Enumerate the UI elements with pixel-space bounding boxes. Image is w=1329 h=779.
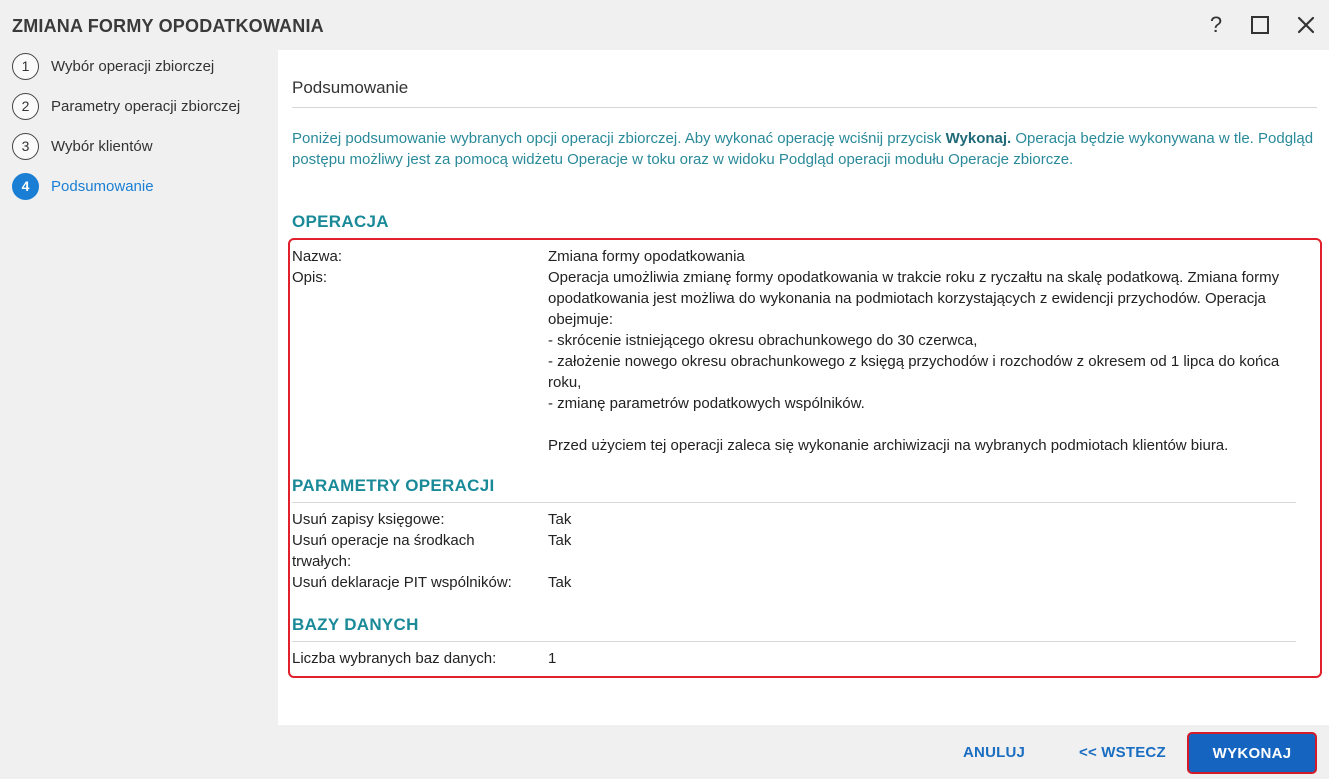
description-line: [548, 414, 1312, 435]
param-row: [292, 509, 1312, 530]
section-title-operacja: OPERACJA: [292, 212, 389, 231]
description-line: Przed użyciem tej operacji zaleca się wykonanie archiwizacji na wybranych podmiotach klientów biura.: [548, 437, 1229, 454]
cancel-button[interactable]: ANULUJ: [963, 744, 1026, 761]
step-parametry-operacji[interactable]: [12, 92, 240, 120]
step-wybor-klientow[interactable]: [12, 132, 153, 160]
step-number: 1: [12, 53, 39, 80]
field-label: Liczba wybranych baz danych:: [292, 650, 497, 667]
window-title: ZMIANA FORMY OPODATKOWANIA: [12, 16, 324, 36]
intro-text-end: Operacja będzie wykonywana w tle. Podgląd postępu możliwy jest za pomocą widżetu Operacje w toku oraz w widoku Podgląd operacji modułu Operacje zbiorcze.: [292, 130, 1314, 168]
database-row: [292, 648, 1312, 669]
param-row: [292, 572, 1312, 593]
description-line: - skrócenie istniejącego okresu obrachunkowego do 30 czerwca,: [548, 332, 978, 349]
step-label: Wybór klientów: [51, 137, 153, 155]
step-label: Parametry operacji zbiorczej: [51, 97, 241, 115]
divider: [292, 641, 1296, 642]
description-line: - założenie nowego okresu obrachunkowego z księgą przychodów i rozchodów z okresem od 1 lipca do końca: [548, 353, 1280, 370]
field-label: Usuń zapisy księgowe:: [292, 511, 445, 528]
page-title: Podsumowanie: [292, 78, 1317, 108]
footer-bar: [278, 725, 1329, 779]
field-value: Tak: [548, 574, 572, 591]
description-line: - zmianę parametrów podatkowych wspólników.: [548, 395, 865, 412]
help-icon[interactable]: ?: [1209, 12, 1223, 37]
operation-description: [548, 267, 1312, 456]
step-number: 3: [12, 133, 39, 160]
description-line: roku,: [548, 374, 582, 391]
operation-description-row: [292, 267, 1312, 456]
field-label: Nazwa:: [292, 248, 343, 265]
description-line: opodatkowania jest możliwa do wykonania na podmiotach korzystających z ewidencji przychodów. Operacja: [548, 290, 1266, 307]
wizard-steps: [0, 50, 278, 730]
field-label: Usuń deklaracje PIT wspólników:: [292, 574, 512, 591]
step-wybor-operacji[interactable]: [12, 52, 214, 80]
intro-text-bold: Wykonaj.: [945, 130, 1012, 147]
step-label: Podsumowanie: [51, 177, 154, 195]
step-podsumowanie[interactable]: [12, 172, 154, 200]
field-label: Usuń operacje na środkach trwałych:: [292, 532, 475, 570]
divider: [292, 502, 1296, 503]
section-title-bazy: BAZY DANYCH: [292, 615, 419, 634]
title-bar: [0, 0, 1329, 50]
field-value: Tak: [548, 532, 572, 549]
maximize-icon[interactable]: [1244, 10, 1276, 40]
description-line: Operacja umożliwia zmianę formy opodatkowania w trakcie roku z ryczałtu na skalę podatkową. Zmiana formy: [548, 269, 1280, 286]
field-label: Opis:: [292, 269, 328, 286]
param-row: [292, 530, 1312, 572]
operation-name-row: [292, 246, 1312, 267]
intro-text: [292, 128, 1322, 170]
description-line: obejmuje:: [548, 311, 614, 328]
intro-text-start: Poniżej podsumowanie wybranych opcji operacji zbiorczej. Aby wykonać operację wciśnij przycisk: [292, 130, 946, 147]
field-value: Tak: [548, 511, 572, 528]
step-label: Wybór operacji zbiorczej: [51, 57, 215, 75]
field-value: 1: [548, 650, 557, 667]
section-title-parametry: PARAMETRY OPERACJI: [292, 476, 495, 495]
step-number: 2: [12, 93, 39, 120]
back-button[interactable]: << WSTECZ: [1079, 744, 1166, 761]
execute-button[interactable]: WYKONAJ: [1187, 732, 1317, 774]
summary-panel: [278, 50, 1329, 725]
field-value: Zmiana formy opodatkowania: [548, 248, 745, 265]
step-number: 4: [12, 173, 39, 200]
close-icon[interactable]: [1290, 10, 1322, 40]
